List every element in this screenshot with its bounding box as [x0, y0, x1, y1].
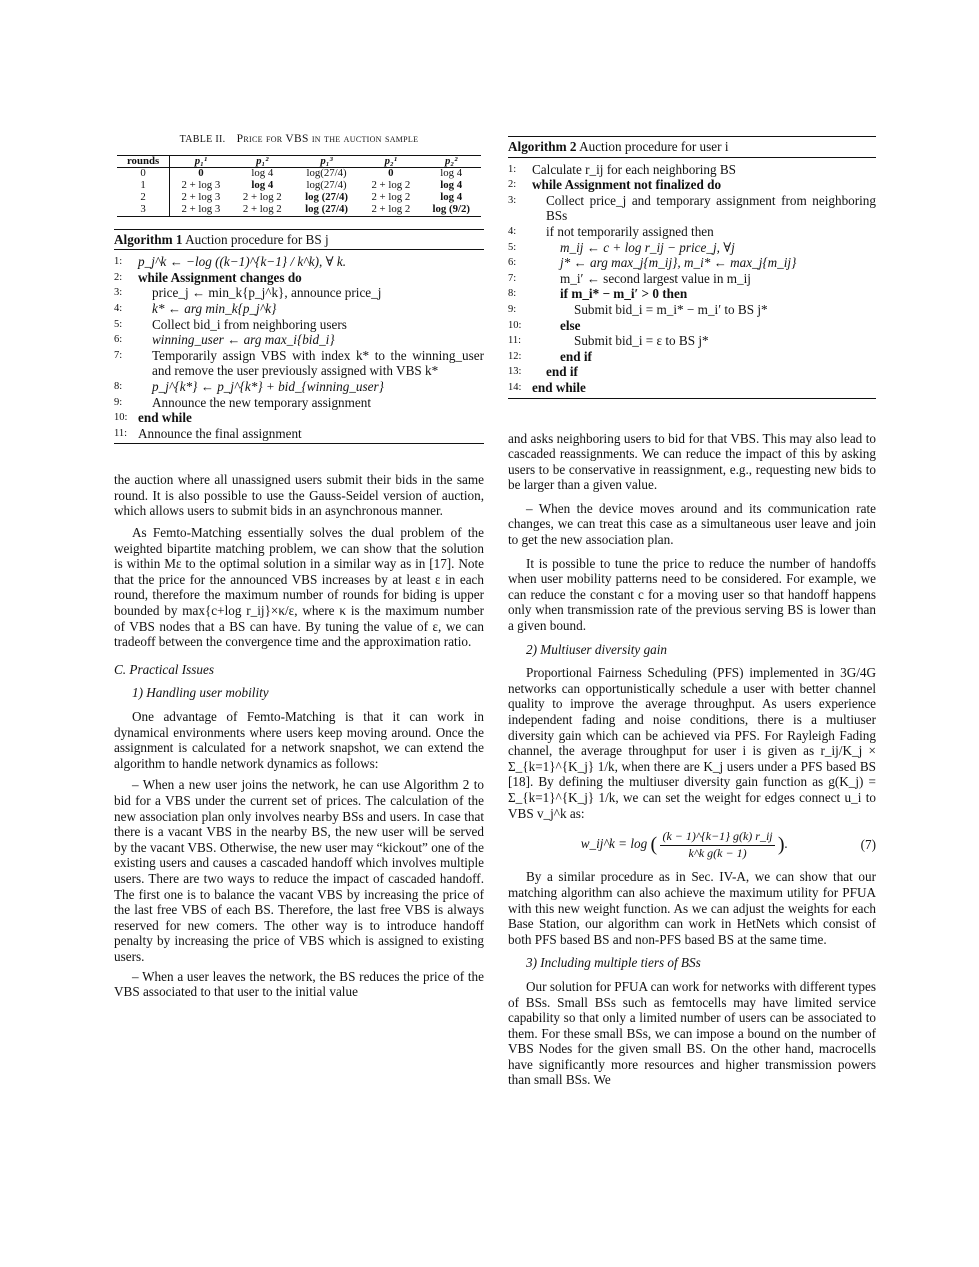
algorithm-line: 3: Collect price_j and temporary assignment from neighboring BSs: [508, 192, 876, 224]
paragraph: By a similar procedure as in Sec. IV-A, we can show that our matching algorithm can also achieve the maximum utility for PFUA with this new weight function. As we can adjust the weights for each Base Station, our algorithm can work in HetNets which consist of both PFS based BS and non-PFS based BS at the same time.: [508, 869, 876, 947]
algorithm-line: 12: end if: [508, 348, 592, 364]
table-cell: 0: [117, 168, 170, 180]
table-cell: log 4: [251, 167, 274, 180]
table-cell: 1: [117, 180, 170, 192]
equation-denominator: k^k g(k − 1): [688, 845, 747, 860]
subsection-heading: 2) Multiuser diversity gain: [526, 641, 668, 657]
paragraph: – When the device moves around and its communication rate changes, we can treat this case as a simultaneous user leave and join to get the new association plan.: [508, 500, 876, 548]
table-cell: 2 + log 2: [242, 202, 282, 215]
algorithm-line: 1: p_j^k ← −log ((k−1)^{k−1} / k^k), ∀ k.: [114, 254, 346, 270]
algorithm-line: 7: m_i′ ← second largest value in m_ij: [508, 270, 751, 286]
paragraph: One advantage of Femto-Matching is that it can work in dynamical environments where users keep moving around. Once the assignment is calculated for a network snapshot, we can extend the algorithm to handle network dynamics as follows:: [114, 709, 484, 771]
table-row: [117, 192, 481, 204]
table-cell: 0: [198, 167, 204, 180]
subsection-heading: 1) Handling user mobility: [132, 685, 269, 701]
equation-fraction: [660, 829, 774, 861]
algorithm-1-label: Algorithm 1: [114, 231, 183, 247]
table-cell: log(27/4): [306, 179, 347, 192]
equation-lhs: w_ij^k = log: [580, 836, 648, 852]
paragraph: Our solution for PFUA can work for networks with different types of BSs. Small BSs such as femtocells may have limited service capability so that only a limited number of users can be associated to them. For these small BSs, we can impose a bound on the number of VBS Nodes for the given small BS. On the other hand, macrocells have significantly more resources and higher transmission powers than small BSs. We: [508, 978, 876, 1088]
paragraph: Proportional Fairness Scheduling (PFS) implemented in 3G/4G networks can opportunistically schedule a user with better channel quality to improve the average throughput. As users experience independent fading and noise conditions, there is a multiuser diversity gain which can be achieved via PFS. For Rayleigh Fading channel, the average throughput for user i is given as r_ij/K_j × Σ_{k=1}^{K_j} 1/k, when there are K_j users under a PFS based BS [18]. By defining the multiuser diversity gain function as g(K_j) = Σ_{k=1}^{K_j} 1/k, we can set the weight for edges connect u_i to VBS v_j^k as:: [508, 665, 876, 821]
algorithm-1: [114, 229, 484, 445]
table-cell: log 4: [440, 179, 463, 192]
algorithm-line: 6: winning_user ← arg max_i{bid_i}: [114, 332, 335, 348]
table-header-cell: p₂²: [445, 154, 458, 167]
paragraph: – When a new user joins the network, he can use Algorithm 2 to bid for a VBS under the current set of prices. The calculation of the new association plan only involves nearby BSs and users. In case that there is a vacant VBS in the nearby BS, the new user will be served by the vacant VBS. Otherwise, the new user may “kickout” one of the existing users and causes a cascaded handoff which involves multiple users. There are two ways to reduce the impact of cascaded handoff. The first one is to balance the vacant VBS by increasing the price of the last free VBS of each BS. Therefore, the last free VBS is always reserved for new comers. The other way is to introduce handoff penalty by increasing the price of VBS which is assigned to existing users.: [114, 777, 484, 964]
algorithm-line: 2: while Assignment changes do: [114, 269, 302, 285]
table-header-cell: p₁²: [256, 154, 269, 167]
algorithm-line: 9: Announce the new temporary assignment: [114, 394, 371, 410]
table-header-cell: p₁¹: [194, 154, 208, 167]
paragraph: As Femto-Matching essentially solves the dual problem of the weighted bipartite matching problem, we can show that the solution is within Mε to the optimal solution in a similar way as in [17]. Note that the price for the announced VBS increases by at least ε in each round, therefore the maximum number of rounds for biding is upper bounded by max{c+log r_ij}×κ/ε, where κ is the maximum number of VBS nodes that a BS can have. By tuning the value of ε, we can tradeoff between the convergence time and the approximation ratio.: [114, 525, 484, 650]
table-row: [117, 180, 481, 192]
algorithm-2-title-text: Auction procedure for user i: [579, 139, 729, 154]
equation-number: (7): [860, 837, 876, 853]
table-cell: 2: [117, 192, 170, 204]
table-cell: log 4: [440, 167, 463, 180]
table-cell: log (9/2): [432, 202, 470, 215]
table-cell: log (27/4): [305, 190, 349, 203]
table-caption-label: TABLE II.: [179, 134, 226, 145]
algorithm-line: 4: k* ← arg min_k{p_j^k}: [114, 300, 277, 316]
subsection-heading: 3) Including multiple tiers of BSs: [526, 955, 701, 971]
algorithm-line: 11: Announce the final assignment: [114, 425, 302, 441]
table-cell: 2 + log 2: [371, 179, 411, 192]
algorithm-line: 3: price_j ← min_k{p_j^k}, announce price_j: [114, 285, 382, 301]
algorithm-line: 6: j* ← arg max_j{m_ij}, m_i* ← max_j{m_ij}: [508, 255, 797, 271]
algorithm-line: 13: end if: [508, 364, 578, 380]
table-cell: log 4: [440, 190, 463, 203]
algorithm-1-title-text: Auction procedure for BS j: [185, 231, 329, 247]
algorithm-line: 11: Submit bid_i = ε to BS j*: [508, 333, 709, 349]
algorithm-line: 7: Temporarily assign VBS with index k* to the winning_user and remove the user previously assigned with VBS k*: [114, 347, 484, 379]
table-cell: 2 + log 3: [181, 202, 221, 215]
table-cell: 0: [388, 167, 394, 180]
paragraph: – When a user leaves the network, the BS reduces the price of the VBS associated to that user to the initial value: [114, 968, 484, 1000]
table-header-cell: p₁³: [320, 154, 333, 167]
algorithm-line: 5: m_ij ← c + log r_ij − price_j, ∀j: [508, 239, 735, 255]
table-cell: log(27/4): [306, 167, 347, 180]
algorithm-line: 2: while Assignment not finalized do: [508, 177, 722, 193]
equation-body: w_ij^k = log ( $\frac{(k - 1)\^{}\{k-1\} g(k) r\_ij}{\text{k\textasciicircum{}k g(k − 1)}}$ ).: [580, 829, 788, 860]
algorithm-line: 9: Submit bid_i = m_i* − m_i′ to BS j*: [508, 301, 768, 317]
algorithm-line: 5: Collect bid_i from neighboring users: [114, 316, 347, 332]
section-heading: C. Practical Issues: [114, 661, 214, 677]
algorithm-2-label: Algorithm 2: [508, 139, 577, 154]
table-cell: log 4: [251, 179, 274, 192]
table-caption: [114, 132, 484, 148]
table-row: [117, 204, 481, 216]
equation-numerator: (k − 1)^{k−1} g(k) r_ij: [660, 829, 774, 846]
table-cell: 2 + log 2: [242, 190, 282, 203]
algorithm-line: 10: end while: [114, 410, 192, 426]
algorithm-line: 4: if not temporarily assigned then: [508, 223, 714, 239]
table-header-row: [117, 155, 481, 168]
algorithm-2-title: [508, 137, 876, 158]
table-cell: log (27/4): [305, 202, 349, 215]
algorithm-line: 14: end while: [508, 379, 586, 395]
paragraph: the auction where all unassigned users submit their bids in the same round. It is also possible to use the Gauss-Seidel version of auction, which allows users to submit bids in an asynchronous manner.: [114, 472, 484, 519]
algorithm-1-title: [114, 230, 484, 251]
paragraph: and asks neighboring users to bid for that VBS. This may also lead to cascaded reassignments. We can reduce the impact of this by asking users to be conservative in reassignment, e.g., requesting new bids to be larger than a given value.: [508, 430, 876, 493]
paragraph: It is possible to tune the price to reduce the number of handoffs when user mobility patterns need to be considered. For example, we can reduce the constant c for a moving user so that handoff happens only when transmission rate of the previous serving BS is lower than a given bound.: [508, 555, 876, 634]
table-cell: 3: [117, 204, 170, 216]
table-cell: 2 + log 2: [371, 202, 411, 215]
algorithm-line: 8: if m_i* − m_i′ > 0 then: [508, 286, 688, 302]
algorithm-2: [508, 136, 876, 399]
table-cell: 2 + log 2: [371, 190, 411, 203]
table-cell: 2 + log 3: [181, 190, 221, 203]
equation-7: [508, 821, 876, 869]
algorithm-line: 1: Calculate r_ij for each neighboring BS: [508, 161, 736, 177]
left-column: [114, 132, 484, 1000]
table-header-cell: rounds: [117, 155, 170, 168]
table-header-cell: p₂¹: [384, 154, 398, 167]
table-caption-text: Price for VBS in the auction sample: [236, 133, 419, 145]
table-cell: 2 + log 3: [181, 179, 221, 192]
algorithm-line: 10: else: [508, 317, 581, 333]
price-table: [117, 155, 481, 217]
algorithm-line: 8: p_j^{k*} ← p_j^{k*} + bid_{winning_user}: [114, 378, 384, 394]
table-row: [117, 168, 481, 180]
right-column: [508, 132, 876, 1088]
